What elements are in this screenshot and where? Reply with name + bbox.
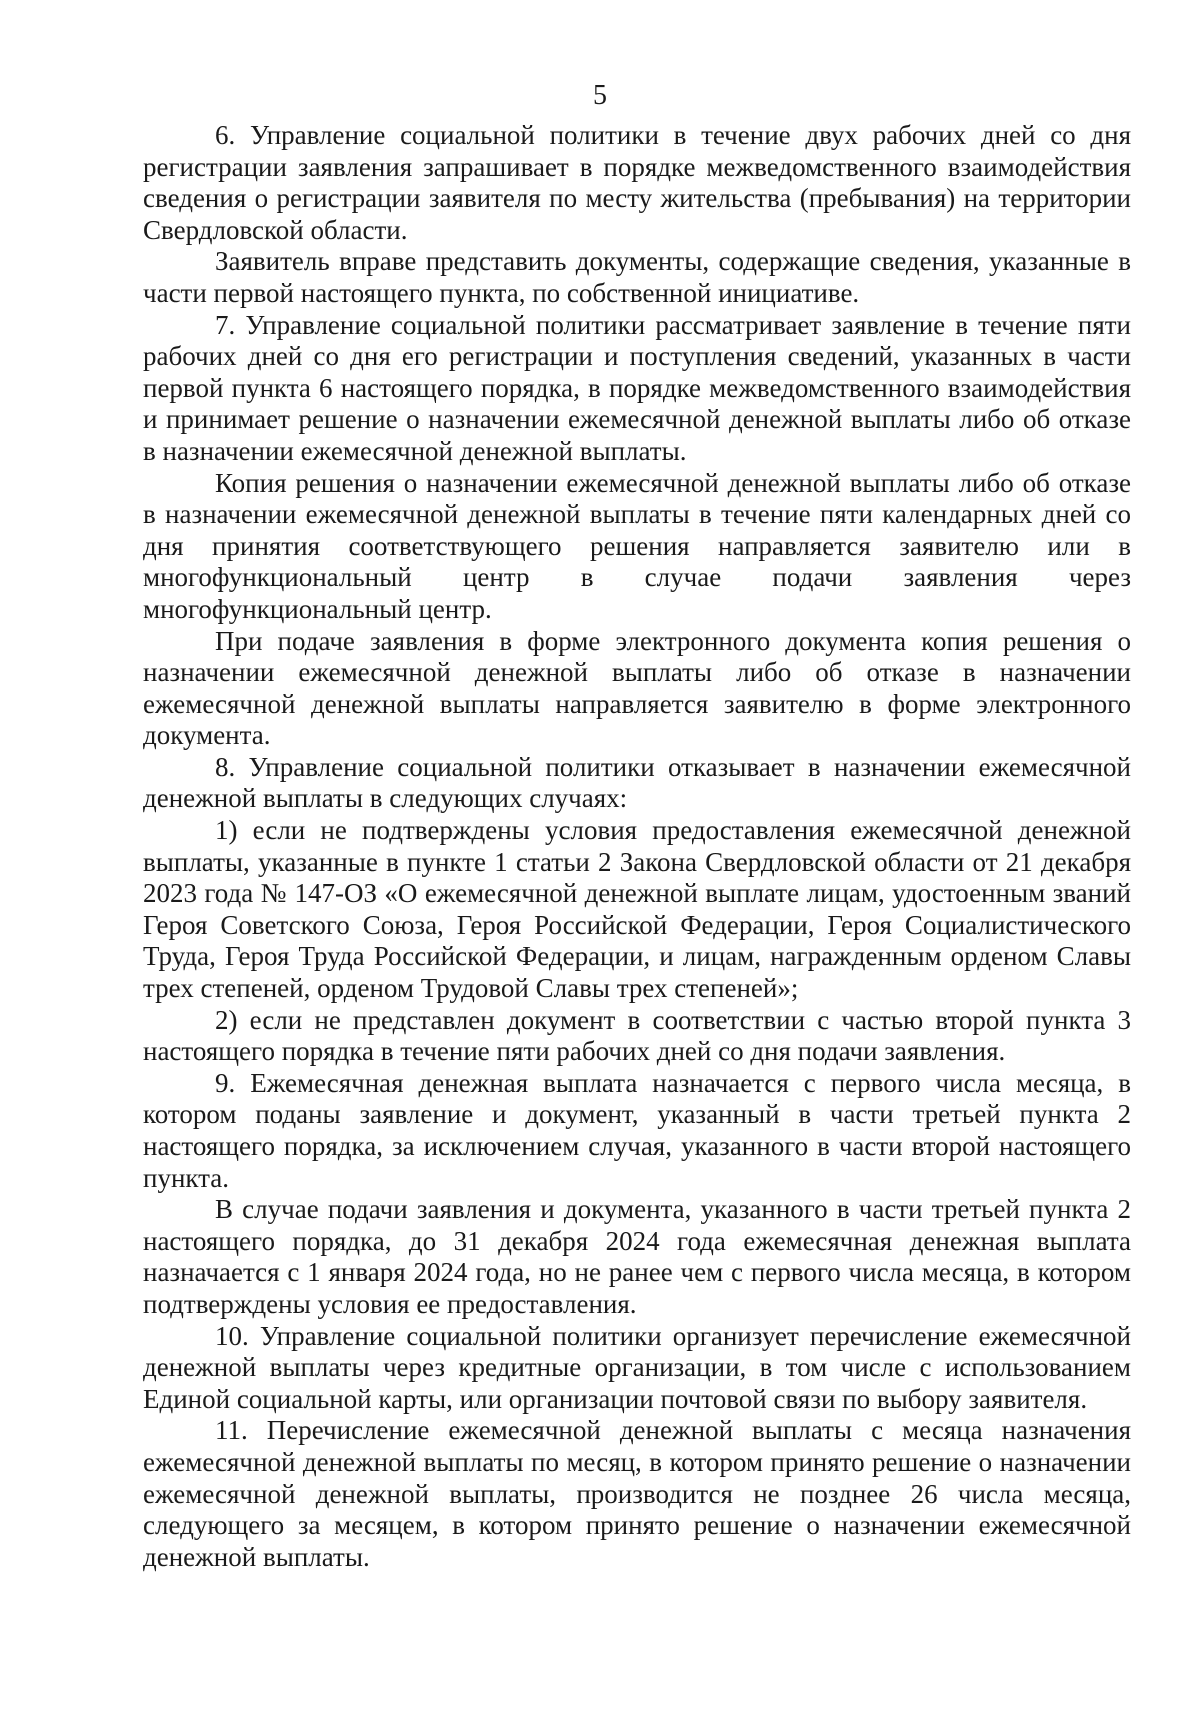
paragraph-electronic-copy: При подаче заявления в форме электронного документа копия решения о назначении ежемесячной денежной выплаты либо об отказе в назначении ежемесячной денежной выплаты направляется заявителю в форме электронного документа. bbox=[143, 625, 1131, 751]
paragraph-item-7: 7. Управление социальной политики рассматривает заявление в течение пяти рабочих дней со дня его регистрации и поступления сведений, указанных в части первой пункта 6 настоящего порядка, в порядке межведомственного взаимодействия и принимает решение о назначении ежемесячной денежной выплаты либо об отказе в назначении ежемесячной денежной выплаты. bbox=[143, 309, 1131, 466]
paragraph-item-8-sub-1: 1) если не подтверждены условия предоставления ежемесячной денежной выплаты, указанные в пункте 1 статьи 2 Закона Свердловской области от 21 декабря 2023 года № 147-ОЗ «О ежемесячной денежной выплате лицам, удостоенным званий Героя Советского Союза, Героя Российской Федерации, Героя Социалистического Труда, Героя Труда Российской Федерации, и лицам, награжденным орденом Славы трех степеней, орденом Трудовой Славы трех степеней»; bbox=[143, 815, 1131, 1004]
page-number: 5 bbox=[593, 80, 607, 111]
paragraph-applicant-right: Заявитель вправе представить документы, содержащие сведения, указанные в части первой настоящего пункта, по собственной инициативе. bbox=[143, 246, 1131, 308]
paragraph-decision-copy: Копия решения о назначении ежемесячной денежной выплаты либо об отказе в назначении ежемесячной денежной выплаты в течение пяти календарных дней со дня принятия соответствующего решения направляется заявителю или в многофункциональный центр в случае подачи заявления через многофункциональный центр. bbox=[143, 467, 1131, 624]
paragraph-item-9: 9. Ежемесячная денежная выплата назначается с первого числа месяца, в котором поданы заявление и документ, указанный в части третьей пункта 2 настоящего порядка, за исключением случая, указанного в части второй настоящего пункта. bbox=[143, 1067, 1131, 1193]
paragraph-item-8: 8. Управление социальной политики отказывает в назначении ежемесячной денежной выплаты в следующих случаях: bbox=[143, 751, 1131, 814]
paragraph-item-10: 10. Управление социальной политики организует перечисление ежемесячной денежной выплаты через кредитные организации, в том числе с использованием Единой социальной карты, или организации почтовой связи по выбору заявителя. bbox=[143, 1320, 1131, 1414]
paragraph-item-9-part-2: В случае подачи заявления и документа, указанного в части третьей пункта 2 настоящего порядка, до 31 декабря 2024 года ежемесячная денежная выплата назначается с 1 января 2024 года, но не ранее чем с первого числа месяца, в котором подтверждены условия ее предоставления. bbox=[143, 1194, 1131, 1319]
document-body bbox=[143, 120, 1131, 1573]
paragraph-item-11: 11. Перечисление ежемесячной денежной выплаты с месяца назначения ежемесячной денежной выплаты по месяц, в котором принято решение о назначении ежемесячной денежной выплаты, производится не позднее 26 числа месяца, следующего за месяцем, в котором принято решение о назначении ежемесячной денежной выплаты. bbox=[143, 1415, 1131, 1572]
paragraph-item-6: 6. Управление социальной политики в течение двух рабочих дней со дня регистрации заявления запрашивает в порядке межведомственного взаимодействия сведения о регистрации заявителя по месту жительства (пребывания) на территории Свердловской области. bbox=[143, 120, 1131, 245]
paragraph-item-8-sub-2: 2) если не представлен документ в соответствии с частью второй пункта 3 настоящего порядка в течение пяти рабочих дней со дня подачи заявления. bbox=[143, 1004, 1131, 1067]
